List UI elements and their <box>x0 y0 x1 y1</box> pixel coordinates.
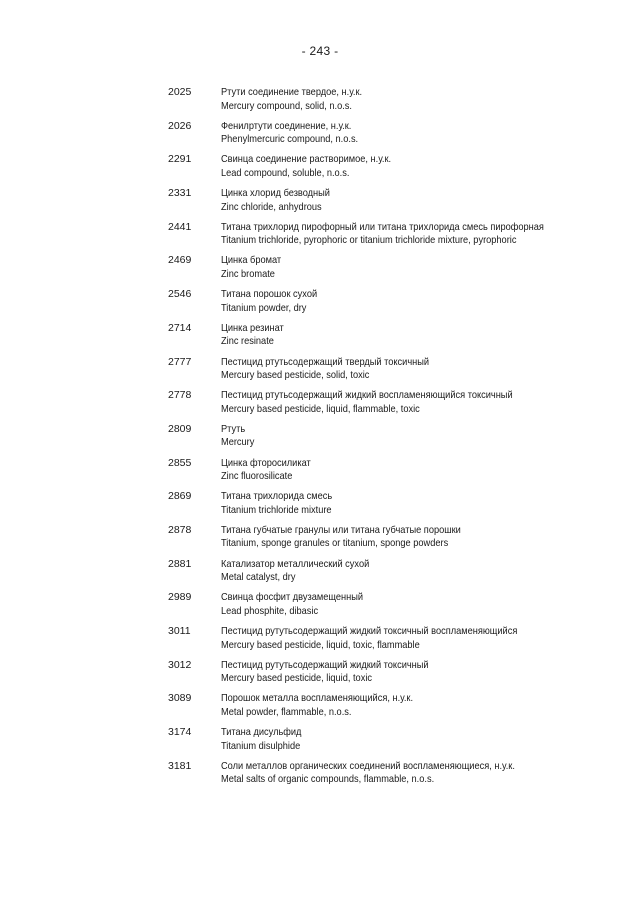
russian-name: Пестицид рутутьсодержащий жидкий токсичный <box>221 658 429 671</box>
english-name: Mercury <box>221 436 255 449</box>
russian-name: Цинка хлорид безводный <box>221 187 330 200</box>
un-number: 2025 <box>168 86 192 98</box>
english-name: Zinc bromate <box>221 267 275 280</box>
russian-name: Катализатор металлический сухой <box>221 557 370 570</box>
russian-name: Титана губчатые гранулы или титана губчатые порошки <box>221 523 461 536</box>
english-name: Mercury based pesticide, liquid, flammable, toxic <box>221 402 420 415</box>
russian-name: Порошок металла воспламеняющийся, н.у.к. <box>221 692 414 705</box>
list-item <box>168 221 608 255</box>
entry-names <box>221 187 564 214</box>
un-number: 2809 <box>168 422 192 435</box>
russian-name: Свинца соединение растворимое, н.у.к. <box>221 153 392 166</box>
un-number: 2441 <box>168 220 192 233</box>
list-item <box>168 120 608 154</box>
entry-names <box>221 760 564 787</box>
list-item <box>168 254 608 288</box>
un-number: 3174 <box>168 726 192 739</box>
english-name: Zinc resinate <box>221 335 274 348</box>
un-number: 2291 <box>168 153 192 166</box>
english-name: Mercury based pesticide, liquid, toxic <box>221 672 373 685</box>
un-number: 2714 <box>168 321 192 334</box>
entry-names <box>221 221 564 248</box>
russian-name: Титана трихлорид пирофорный или титана трихлорида смесь пирофорная <box>221 220 544 233</box>
list-item <box>168 760 608 794</box>
english-name: Mercury based pesticide, solid, toxic <box>221 369 370 381</box>
list-item <box>168 726 608 760</box>
un-number: 2989 <box>168 591 192 604</box>
un-number: 2331 <box>168 187 192 200</box>
entry-names <box>221 490 564 517</box>
entry-names <box>221 120 564 147</box>
un-number: 2869 <box>168 490 192 503</box>
un-number: 3181 <box>168 759 192 772</box>
entry-names <box>221 254 564 281</box>
english-name: Titanium powder, dry <box>221 301 307 314</box>
un-number: 2855 <box>168 456 192 469</box>
entry-names <box>221 153 564 180</box>
un-number: 2026 <box>168 119 192 132</box>
entry-names <box>221 524 564 551</box>
english-name: Zinc chloride, anhydrous <box>221 200 322 213</box>
list-item <box>168 524 608 558</box>
list-item <box>168 625 608 659</box>
list-item <box>168 86 608 120</box>
entry-names <box>221 322 564 349</box>
entry-names <box>221 86 564 113</box>
un-number: 2881 <box>168 557 192 570</box>
entry-names <box>221 692 564 719</box>
russian-name: Соли металлов органических соединений воспламеняющиеся, н.у.к. <box>221 759 515 772</box>
un-number: 2878 <box>168 523 192 536</box>
russian-name: Пестицид ртутьсодержащий жидкий воспламеняющийся токсичный <box>221 389 513 402</box>
english-name: Mercury compound, solid, n.o.s. <box>221 99 352 112</box>
un-number: 2777 <box>168 355 192 368</box>
un-number: 3089 <box>168 692 192 705</box>
english-name: Titanium trichloride mixture <box>221 503 332 516</box>
list-item <box>168 591 608 625</box>
english-name: Mercury based pesticide, liquid, toxic, flammable <box>221 638 420 651</box>
list-item <box>168 288 608 322</box>
entry-names <box>221 288 564 315</box>
english-name: Lead phosphite, dibasic <box>221 604 319 617</box>
russian-name: Цинка фторосиликат <box>221 456 311 469</box>
un-number: 2778 <box>168 389 192 402</box>
russian-name: Ртуть <box>221 422 246 435</box>
un-number: 2469 <box>168 254 192 267</box>
entry-names <box>221 457 564 484</box>
english-name: Titanium, sponge granules or titanium, sponge powders <box>221 537 449 550</box>
russian-name: Пестицид рутутьсодержащий жидкий токсичный воспламеняющийся <box>221 625 518 637</box>
list-item <box>168 153 608 187</box>
russian-name: Пестицид ртутьсодержащий твердый токсичный <box>221 355 430 368</box>
list-item <box>168 423 608 457</box>
page-number: - 243 - <box>301 44 339 58</box>
english-name: Zinc fluorosilicate <box>221 470 293 483</box>
english-name: Metal catalyst, dry <box>221 571 296 584</box>
russian-name: Фенилртути соединение, н.у.к. <box>221 119 352 132</box>
entry-names <box>221 423 564 450</box>
list-item <box>168 389 608 423</box>
un-number: 3011 <box>168 625 191 637</box>
entry-names <box>221 726 564 753</box>
english-name: Titanium trichloride, pyrophoric or titanium trichloride mixture, pyrophoric <box>221 234 517 247</box>
list-item <box>168 187 608 221</box>
entry-names <box>221 356 564 383</box>
entry-names <box>221 389 564 416</box>
russian-name: Цинка резинат <box>221 321 284 334</box>
russian-name: Свинца фосфит двузамещенный <box>221 591 364 604</box>
un-number: 2546 <box>168 288 192 301</box>
russian-name: Титана трихлорида смесь <box>221 490 333 503</box>
english-name: Phenylmercuric compound, n.o.s. <box>221 133 359 146</box>
entry-names <box>221 591 564 618</box>
list-item <box>168 558 608 592</box>
russian-name: Титана порошок сухой <box>221 288 318 301</box>
entry-names <box>221 558 564 585</box>
entry-list <box>168 86 608 793</box>
list-item <box>168 457 608 491</box>
english-name: Lead compound, soluble, n.o.s. <box>221 166 350 179</box>
english-name: Titanium disulphide <box>221 739 301 752</box>
list-item <box>168 659 608 693</box>
russian-name: Ртути соединение твердое, н.у.к. <box>221 86 363 98</box>
russian-name: Титана дисульфид <box>221 726 302 739</box>
russian-name: Цинка бромат <box>221 254 282 267</box>
entry-names <box>221 625 564 652</box>
entry-names <box>221 659 564 686</box>
un-number: 3012 <box>168 658 192 671</box>
list-item <box>168 490 608 524</box>
english-name: Metal powder, flammable, n.o.s. <box>221 705 352 718</box>
list-item <box>168 322 608 356</box>
list-item <box>168 356 608 390</box>
list-item <box>168 692 608 726</box>
english-name: Metal salts of organic compounds, flammable, n.o.s. <box>221 773 435 786</box>
